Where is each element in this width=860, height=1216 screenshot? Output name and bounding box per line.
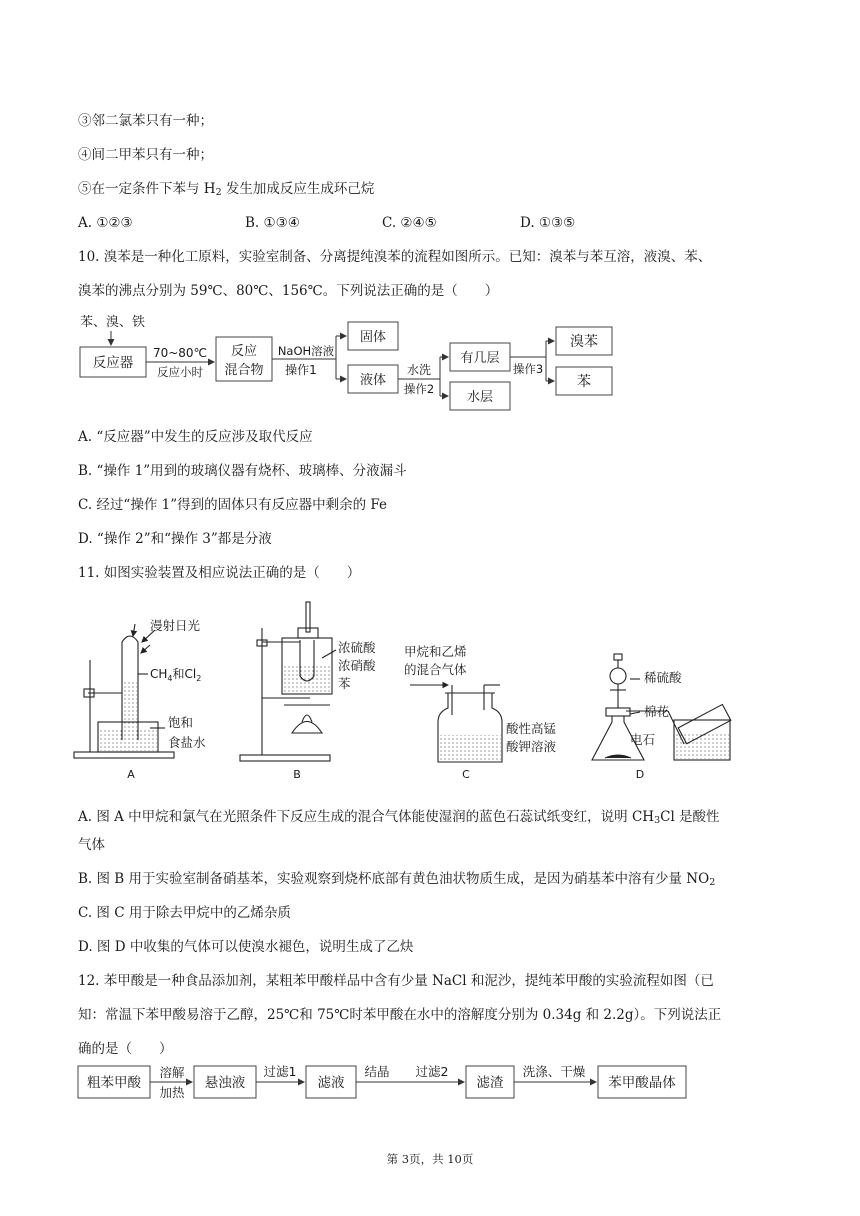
q10-benzene: 苯 — [577, 374, 591, 390]
q10-organic: 有几层 — [460, 351, 500, 366]
q12-stem-line3: 确的是（ ） — [78, 1041, 173, 1057]
q12-wash-dry: 洗涤、干燥 — [522, 1064, 586, 1079]
fig-b-acid3: 苯 — [338, 676, 351, 691]
q10-flowchart — [0, 0, 860, 420]
q12-dissolve-bottom: 加热 — [159, 1085, 185, 1100]
q11-option-a-line1: A. 图 A 中甲烷和氯气在光照条件下反应生成的混合气体能使湿润的蓝色石蕊试纸变红，说明 $CH_3Cl$ 是酸性 — [78, 809, 720, 826]
q12-suspension: 悬浊液 — [204, 1075, 246, 1091]
q9-option-c: C. ②④⑤ — [382, 215, 437, 231]
q12-flowchart — [0, 1050, 860, 1110]
fig-c-gas1: 甲烷和乙烯 — [404, 644, 467, 659]
q10-op2-top: 水洗 — [406, 363, 432, 377]
q9-item5: ⑤在一定条件下苯与 $H_2$ 发生加成反应生成环己烷 — [78, 181, 375, 198]
fig-c-sol1: 酸性高锰 — [506, 721, 557, 736]
q10-cond1-bottom: 反应小时 — [157, 365, 203, 379]
q10-stem-line2: 溴苯的沸点分别为 59℃、80℃、156℃。下列说法正确的是（ ） — [78, 283, 499, 299]
q10-op3: 操作3 — [512, 362, 544, 376]
q10-water: 水层 — [466, 390, 494, 405]
fig-b-acid1: 浓硫酸 — [338, 640, 376, 655]
q10-inputs: 苯、溴、铁 — [80, 315, 146, 330]
q12-crystallize: 结晶 — [364, 1064, 390, 1079]
fig-a-water1: 饱和 — [168, 715, 194, 730]
q10-liquid: 液体 — [359, 373, 387, 388]
q11-option-b: B. 图 B 用于实验室制备硝基苯，实验观察到烧杯底部有黄色油状物质生成，是因为硝基苯中溶有少量 $NO_2$ — [78, 871, 716, 888]
q10-solid: 固体 — [359, 330, 387, 345]
q9-item4: ④间二甲苯只有一种； — [78, 147, 213, 163]
fig-d-cotton: 棉花 — [644, 704, 670, 719]
fig-b-acid2: 浓硝酸 — [338, 658, 376, 673]
fig-a-apparatus — [74, 624, 174, 758]
q10-option-a: A. “反应器”中发生的反应涉及取代反应 — [78, 429, 313, 445]
fig-c-sol2: 酸钾溶液 — [506, 739, 557, 754]
q10-op1-top: NaOH溶液 — [277, 344, 335, 358]
q10-option-b: B. “操作 1”用到的玻璃仪器有烧杯、玻璃棒、分液漏斗 — [78, 463, 407, 479]
fig-b-label: B — [293, 768, 301, 781]
q12-filtrate: 滤液 — [317, 1075, 345, 1091]
fig-a-light: 漫射日光 — [150, 618, 201, 633]
q11-option-a-line2: 气体 — [78, 837, 105, 853]
q9-option-a: A. ①②③ — [78, 215, 133, 231]
q10-cond1-top: 70~80℃ — [152, 346, 208, 360]
fig-d-acid: 稀硫酸 — [644, 670, 682, 685]
fig-c-label: C — [462, 768, 470, 781]
page-footer: 第 3页，共 10页 — [386, 1152, 474, 1166]
fig-c-apparatus — [410, 685, 502, 762]
q9-option-b: B. ①③④ — [245, 215, 300, 231]
q10-stem-line1: 10. 溴苯是一种化工原料，实验室制备、分离提纯溴苯的流程如图所示。已知：溴苯与苯互溶，液溴、苯、 — [78, 249, 712, 265]
q10-op1-bottom: 操作1 — [285, 363, 317, 377]
fig-a-gas: $CH_4$和$Cl_2$ — [150, 667, 202, 683]
q11-stem: 11. 如图实验装置及相应说法正确的是（ ） — [78, 565, 361, 581]
q11-option-d: D. 图 D 中收集的气体可以使溴水褪色，说明生成了乙炔 — [78, 939, 414, 955]
q10-bromobenzene: 溴苯 — [570, 334, 598, 350]
q10-op2-bottom: 操作2 — [403, 382, 435, 396]
q12-residue: 滤渣 — [476, 1075, 504, 1091]
q10-option-d: D. “操作 2”和“操作 3”都是分液 — [78, 531, 272, 547]
q9-item3: ③邻二氯苯只有一种； — [78, 113, 213, 129]
fig-c-gas2: 的混合气体 — [404, 662, 467, 677]
fig-a-label: A — [127, 768, 135, 781]
q11-apparatus-figure — [0, 590, 860, 790]
fig-a-water2: 食盐水 — [168, 735, 206, 750]
q10-option-c: C. 经过“操作 1”得到的固体只有反应器中剩余的 Fe — [78, 497, 388, 513]
fig-d-label: D — [635, 768, 645, 781]
q12-filter1: 过滤1 — [263, 1064, 297, 1079]
q12-filter2: 过滤2 — [415, 1064, 449, 1079]
fig-d-carbide: 电石 — [630, 732, 656, 747]
q12-crystal: 苯甲酸晶体 — [608, 1075, 676, 1091]
q10-reactor: 反应器 — [92, 355, 134, 371]
q11-option-c: C. 图 C 用于除去甲烷中的乙烯杂质 — [78, 905, 291, 921]
q12-dissolve-top: 溶解 — [159, 1065, 185, 1080]
q12-crude: 粗苯甲酸 — [87, 1075, 141, 1091]
fig-b-apparatus — [240, 602, 336, 761]
q9-option-d: D. ①③⑤ — [520, 215, 576, 231]
q12-stem-line1: 12. 苯甲酸是一种食品添加剂，某粗苯甲酸样品中含有少量 NaCl 和泥沙，提纯苯甲酸的实验流程如图（已 — [78, 973, 714, 989]
q10-mix-line2: 混合物 — [224, 363, 264, 378]
q12-stem-line2: 知：常温下苯甲酸易溶于乙醇，25℃和 75℃时苯甲酸在水中的溶解度分别为 0.34g 和 2.2g）。下列说法正 — [78, 1007, 722, 1023]
q10-mix-line1: 反应 — [230, 344, 258, 359]
